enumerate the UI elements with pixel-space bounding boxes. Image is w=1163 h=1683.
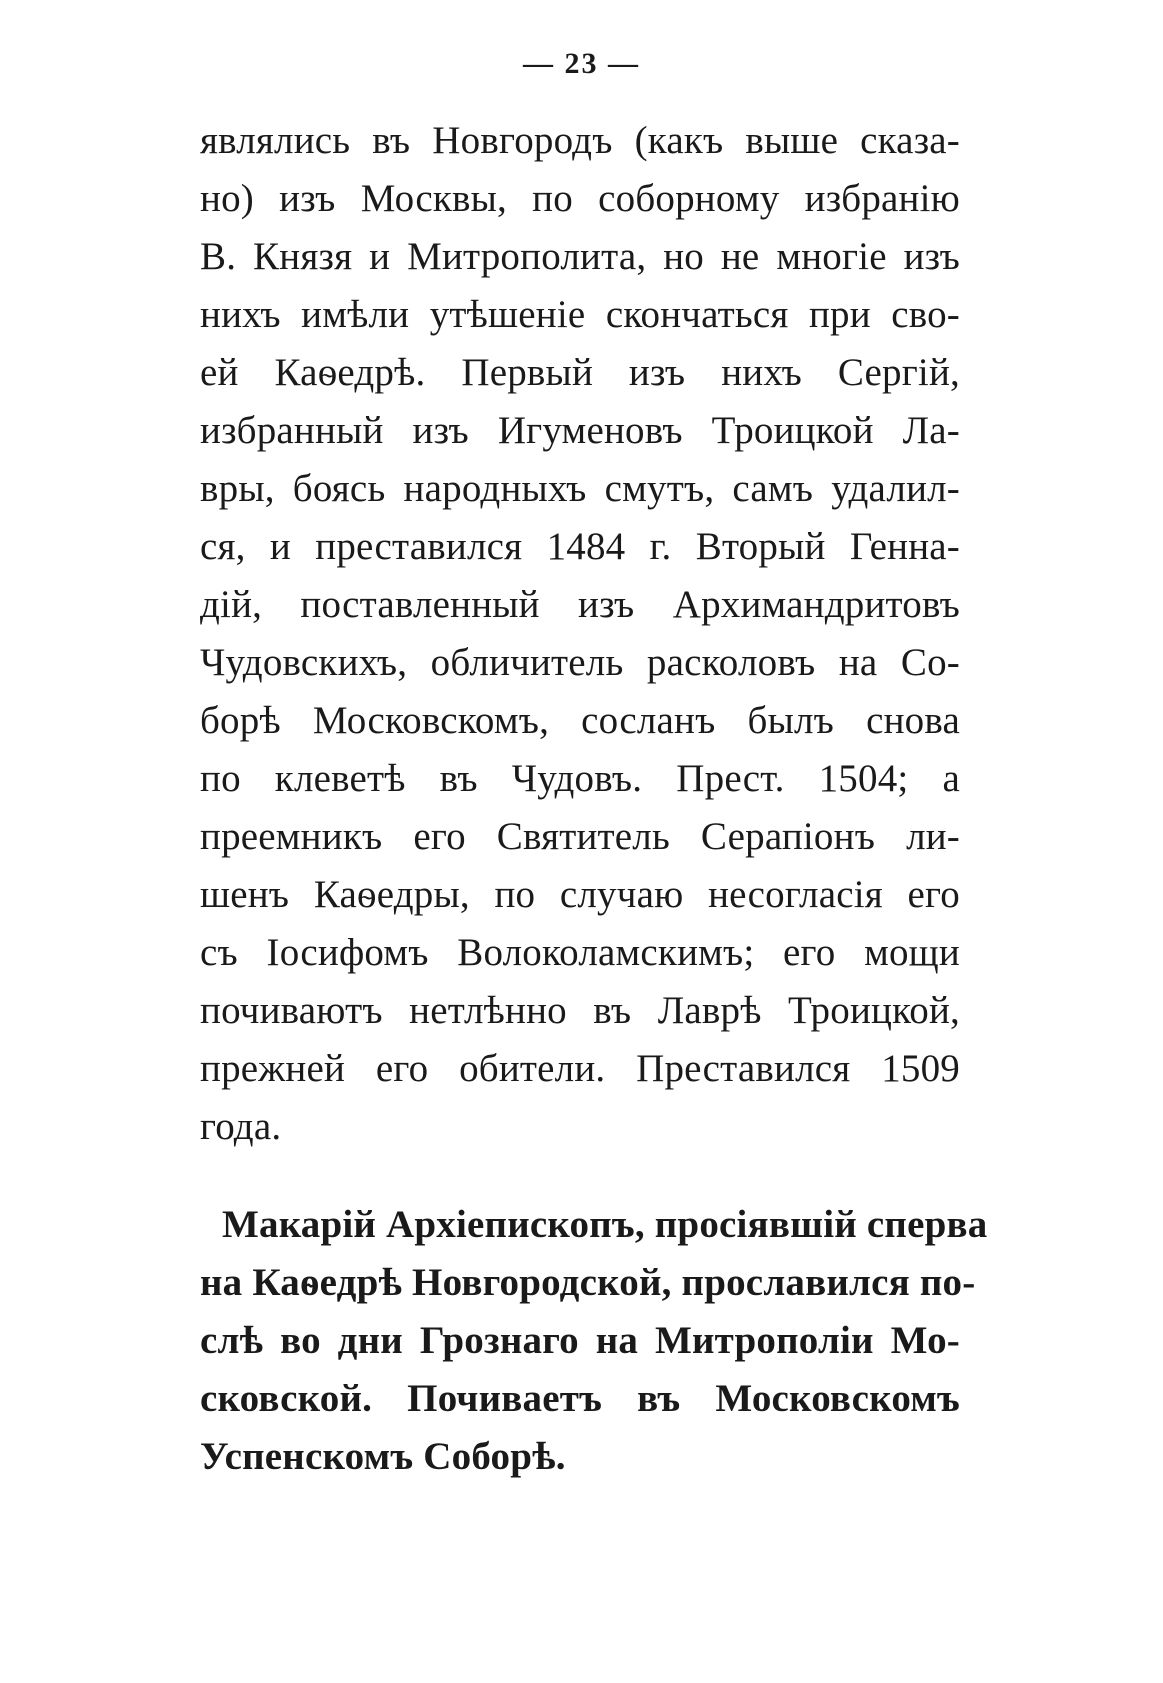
text-line: избранный изъ Игуменовъ Троицкой Ла- — [200, 409, 960, 452]
text-line: почиваютъ нетлѣнно въ Лаврѣ Троицкой, — [200, 989, 960, 1032]
text-line: преемникъ его Святитель Серапіонъ ли- — [200, 815, 960, 858]
text-line: вры, боясь народныхъ смутъ, самъ удалил- — [200, 467, 960, 510]
text-line: дій, поставленный изъ Архимандритовъ — [200, 583, 960, 626]
text-line: Макарій Архіепископъ, просіявшій сперва — [222, 1203, 988, 1246]
text-line: года. — [200, 1105, 282, 1148]
text-line: Успенскомъ Соборѣ. — [200, 1435, 566, 1478]
page-number: — 23 — — [523, 47, 640, 80]
text-line: ей Каѳедрѣ. Первый изъ нихъ Сергій, — [200, 351, 960, 394]
text-line: прежней его обители. Преставился 1509 — [200, 1047, 960, 1090]
text-line: по клеветѣ въ Чудовъ. Прест. 1504; а — [200, 757, 960, 800]
text-line: шенъ Каѳедры, по случаю несогласія его — [200, 873, 960, 916]
text-line: на Каѳедрѣ Новгородской, прославился по- — [200, 1261, 976, 1304]
text-line: являлись въ Новгородъ (какъ выше сказа- — [200, 119, 960, 162]
text-line: Чудовскихъ, обличитель расколовъ на Со- — [200, 641, 960, 684]
text-line: нихъ имѣли утѣшеніе скончаться при сво- — [200, 293, 960, 336]
text-line: В. Князя и Митрополита, но не многіе изъ — [200, 235, 960, 278]
text-line: слѣ во дни Грознаго на Митрополіи Мо- — [200, 1319, 960, 1362]
text-line: ся, и преставился 1484 г. Вторый Генна- — [200, 525, 960, 568]
text-line: но) изъ Москвы, по соборному избранію — [200, 177, 960, 220]
text-line: борѣ Московскомъ, сосланъ былъ снова — [200, 699, 960, 742]
text-line: съ Іосифомъ Волоколамскимъ; его мощи — [200, 931, 960, 974]
text-line: сковской. Почиваетъ въ Московскомъ — [200, 1377, 960, 1420]
